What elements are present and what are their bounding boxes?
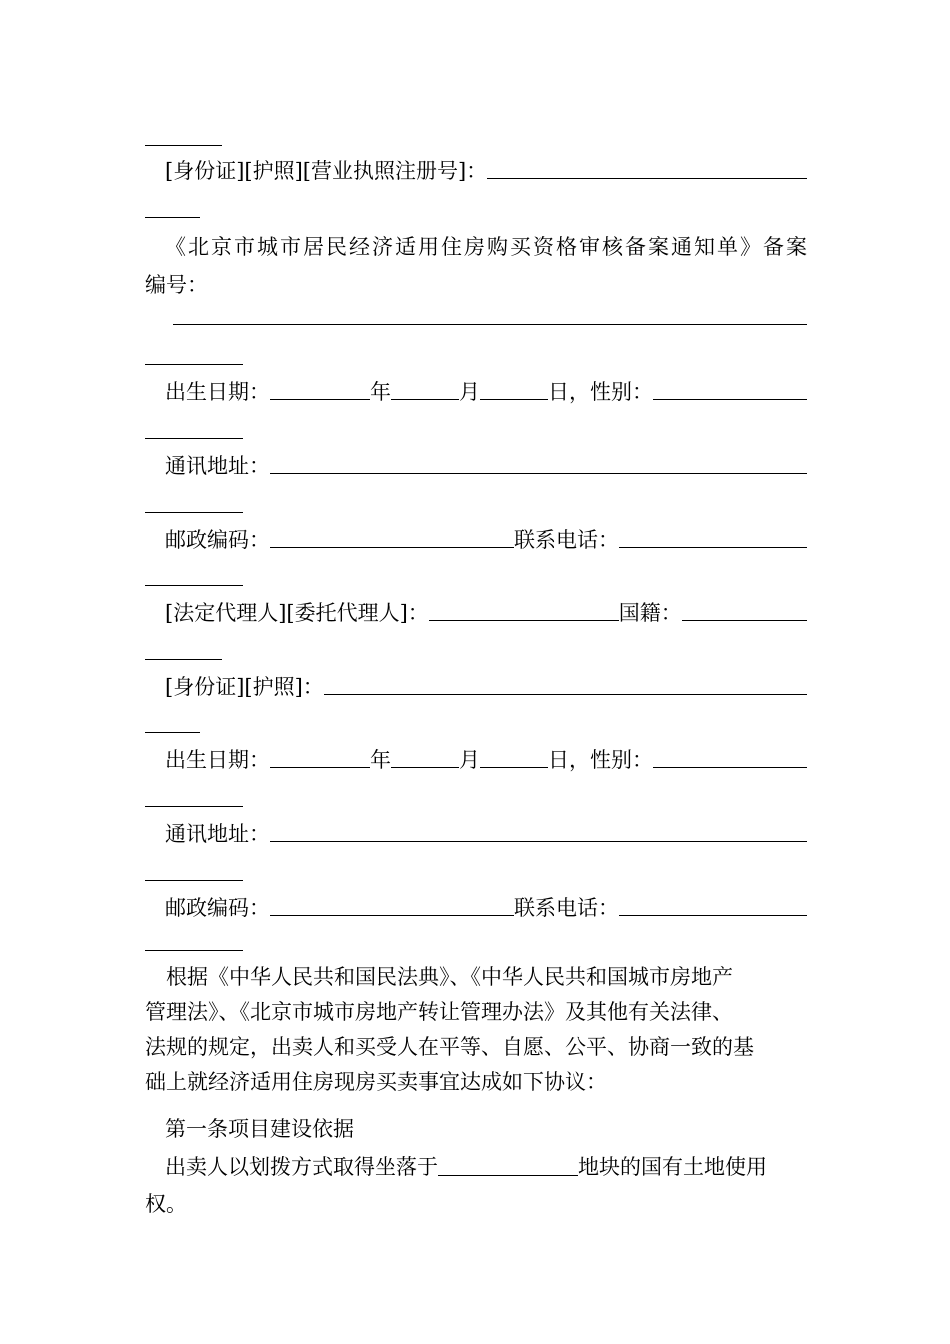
agent-type-label: [法定代理人][委托代理人]： [165, 601, 429, 625]
postal-blank [270, 914, 514, 916]
id-number-blank [487, 177, 807, 179]
blank-line [145, 806, 243, 807]
phone-label: 联系电话： [514, 896, 619, 920]
article-1-text [145, 1150, 807, 1184]
agent-id-label: [身份证][护照]： [165, 675, 324, 699]
agent-postal-line [145, 893, 807, 923]
paragraph-line: 管理法》、《北京市城市房地产转让管理办法》及其他有关法律、 [145, 1000, 733, 1024]
day-blank [480, 398, 548, 400]
blank-line [145, 732, 200, 733]
phone-label: 联系电话： [514, 528, 619, 552]
birth-label: 出生日期： [165, 748, 270, 772]
address-blank [270, 840, 807, 842]
buyer-postal-line [145, 525, 807, 555]
article-1-title [145, 1112, 807, 1146]
blank-line [145, 659, 222, 660]
year-label: 年 [370, 748, 391, 772]
notice-line-2 [145, 270, 807, 300]
day-gender-label: 日，性别： [548, 380, 653, 404]
article-text-before: 出卖人以划拨方式取得坐落于 [165, 1155, 438, 1179]
paragraph-line: 根据《中华人民共和国民法典》、《中华人民共和国城市房地产 [166, 965, 733, 989]
article-text-after: 地块的国有土地使用 [578, 1155, 767, 1179]
blank-line [145, 512, 243, 513]
notice-text-2: 编号： [145, 273, 208, 297]
month-label: 月 [459, 748, 480, 772]
id-number-label: [身份证][护照][营业执照注册号]： [165, 159, 488, 183]
postal-label: 邮政编码： [165, 528, 270, 552]
day-blank [480, 766, 548, 768]
blank-line [145, 438, 243, 439]
blank-line [145, 585, 243, 586]
agent-name-blank [429, 619, 619, 621]
notice-line [145, 232, 807, 262]
blank-line [145, 364, 243, 365]
address-blank [270, 472, 807, 474]
article-1-text-2 [145, 1187, 807, 1221]
agent-type-line [145, 598, 807, 628]
agent-id-blank [324, 693, 807, 695]
paragraph-line: 法规的规定，出卖人和买受人在平等、自愿、公平、协商一致的基 [145, 1035, 754, 1059]
phone-blank [619, 546, 807, 548]
blank-line [145, 217, 200, 218]
notice-number-blank [173, 324, 807, 325]
month-blank [391, 766, 459, 768]
blank-line [145, 145, 222, 146]
month-blank [391, 398, 459, 400]
agent-birth-line [145, 745, 807, 775]
paragraph-line: 础上就经济适用住房现房买卖事宜达成如下协议： [145, 1070, 607, 1094]
year-label: 年 [370, 380, 391, 404]
address-label: 通讯地址： [165, 822, 270, 846]
legal-basis-paragraph [145, 960, 807, 1100]
gender-blank [653, 398, 807, 400]
buyer-birth-line [145, 377, 807, 407]
nationality-label: 国籍： [618, 601, 682, 625]
blank-line [145, 880, 243, 881]
blank-line [145, 950, 243, 951]
notice-text: 《北京市城市居民经济适用住房购买资格审核备案通知单》备案 [165, 235, 807, 259]
agent-id-line [145, 672, 807, 702]
article-title-text: 第一条项目建设依据 [165, 1117, 354, 1141]
postal-label: 邮政编码： [165, 896, 270, 920]
gender-blank [653, 766, 807, 768]
agent-address-line [145, 819, 807, 849]
year-blank [270, 766, 370, 768]
id-number-line [145, 156, 807, 186]
month-label: 月 [459, 380, 480, 404]
postal-blank [270, 546, 514, 548]
phone-blank [619, 914, 807, 916]
buyer-address-line [145, 451, 807, 481]
land-location-blank [438, 1174, 578, 1176]
birth-label: 出生日期： [165, 380, 270, 404]
address-label: 通讯地址： [165, 454, 270, 478]
day-gender-label: 日，性别： [548, 748, 653, 772]
year-blank [270, 398, 370, 400]
nationality-blank [682, 619, 807, 621]
article-text-2: 权。 [145, 1192, 187, 1216]
